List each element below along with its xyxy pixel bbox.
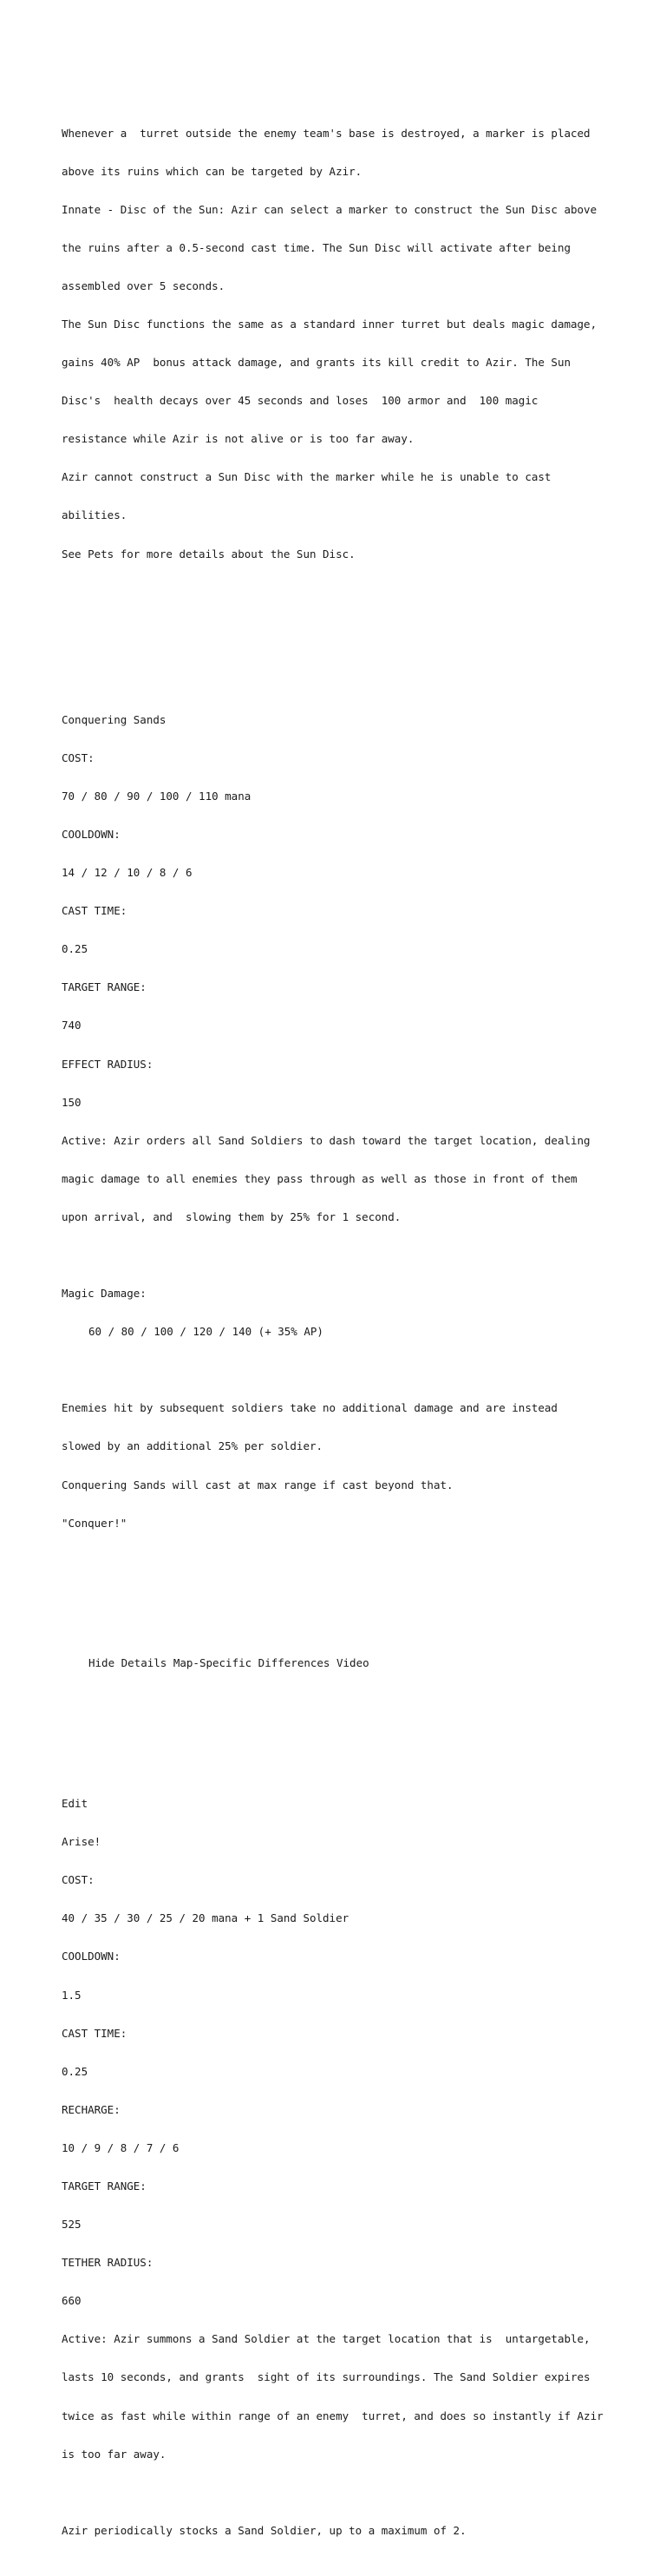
text-line: The Sun Disc functions the same as a standard inner turret but deals magic damage, xyxy=(62,317,597,331)
cost-label: COST: xyxy=(62,1873,95,1887)
tether-radius-value: 660 xyxy=(62,2294,82,2308)
active-description: Active: Azir summons a Sand Soldier at the target location that is untargetable, xyxy=(62,2332,591,2346)
passive-section xyxy=(62,102,660,587)
text-line: Innate - Disc of the Sun: Azir can select a marker to construct the Sun Disc above xyxy=(62,202,597,216)
effect-radius-value: 150 xyxy=(62,1095,82,1109)
note-line: slowed by an additional 25% per soldier. xyxy=(62,1439,323,1453)
active-description: is too far away. xyxy=(62,2447,166,2461)
details-bar xyxy=(62,1657,660,1670)
hide-details-link[interactable]: Hide Details xyxy=(88,1656,167,1670)
note-line: Conquering Sands will cast at max range if cast beyond that. xyxy=(62,1478,454,1491)
arise-section xyxy=(62,1773,660,2563)
quote-line: "Conquer!" xyxy=(62,1516,127,1530)
cast-time-label: CAST TIME: xyxy=(62,2026,127,2040)
recharge-value: 10 / 9 / 8 / 7 / 6 xyxy=(62,2140,180,2154)
text-line: gains 40% AP bonus attack damage, and grants its kill credit to Azir. The Sun xyxy=(62,356,571,370)
target-range-label: TARGET RANGE: xyxy=(62,980,147,994)
cooldown-value: 1.5 xyxy=(62,1988,82,2002)
text-line: assembled over 5 seconds. xyxy=(62,279,225,292)
cost-value: 40 / 35 / 30 / 25 / 20 mana + 1 Sand Soldier xyxy=(62,1911,349,1925)
map-specific-differences-tab[interactable]: Map-Specific Differences xyxy=(173,1656,330,1670)
cost-value: 70 / 80 / 90 / 100 / 110 mana xyxy=(62,789,251,803)
cast-time-label: CAST TIME: xyxy=(62,904,127,918)
ability-title: Arise! xyxy=(62,1835,101,1849)
text-line: Whenever a turret outside the enemy team's base is destroyed, a marker is placed xyxy=(62,126,591,140)
cast-time-value: 0.25 xyxy=(62,942,88,956)
cooldown-label: COOLDOWN: xyxy=(62,827,121,841)
video-tab[interactable]: Video xyxy=(336,1656,369,1670)
cooldown-value: 14 / 12 / 10 / 8 / 6 xyxy=(62,866,193,880)
active-description: lasts 10 seconds, and grants sight of its surroundings. The Sand Soldier expires xyxy=(62,2370,591,2384)
recharge-label: RECHARGE: xyxy=(62,2102,121,2116)
pets-link-line[interactable]: See Pets for more details about the Sun Disc. xyxy=(62,547,356,560)
text-line: above its ruins which can be targeted by Azir. xyxy=(62,164,362,178)
edit-link[interactable]: Edit xyxy=(62,1797,88,1811)
text-line: abilities. xyxy=(62,508,127,522)
text-line: Disc's health decays over 45 seconds and loses 100 armor and 100 magic xyxy=(62,394,539,408)
target-range-value: 740 xyxy=(62,1019,82,1032)
conquering-sands-section xyxy=(62,688,660,1555)
active-description: upon arrival, and slowing them by 25% for 1 second. xyxy=(62,1209,402,1223)
cast-time-value: 0.25 xyxy=(62,2064,88,2078)
active-description: magic damage to all enemies they pass through as well as those in front of them xyxy=(62,1171,578,1185)
target-range-label: TARGET RANGE: xyxy=(62,2179,147,2193)
magic-damage-value: 60 / 80 / 100 / 120 / 140 (+ 35% AP) xyxy=(88,1325,323,1339)
tether-radius-label: TETHER RADIUS: xyxy=(62,2256,153,2270)
effect-radius-label: EFFECT RADIUS: xyxy=(62,1057,153,1071)
cost-label: COST: xyxy=(62,751,95,764)
ability-title: Conquering Sands xyxy=(62,712,166,726)
active-description: twice as fast while within range of an enemy turret, and does so instantly if Azir xyxy=(62,2409,604,2422)
stock-note: Azir periodically stocks a Sand Soldier, up to a maximum of 2. xyxy=(62,2523,467,2537)
text-line: resistance while Azir is not alive or is too far away. xyxy=(62,432,415,446)
document-body xyxy=(62,63,660,2576)
active-description: Active: Azir orders all Sand Soldiers to dash toward the target location, dealing xyxy=(62,1133,591,1147)
magic-damage-label: Magic Damage: xyxy=(62,1287,147,1301)
text-line: the ruins after a 0.5-second cast time. The Sun Disc will activate after being xyxy=(62,240,571,254)
text-line: Azir cannot construct a Sun Disc with the marker while he is unable to cast xyxy=(62,470,552,484)
target-range-value: 525 xyxy=(62,2218,82,2232)
cooldown-label: COOLDOWN: xyxy=(62,1950,121,1963)
note-line: Enemies hit by subsequent soldiers take no additional damage and are instead xyxy=(62,1401,558,1415)
